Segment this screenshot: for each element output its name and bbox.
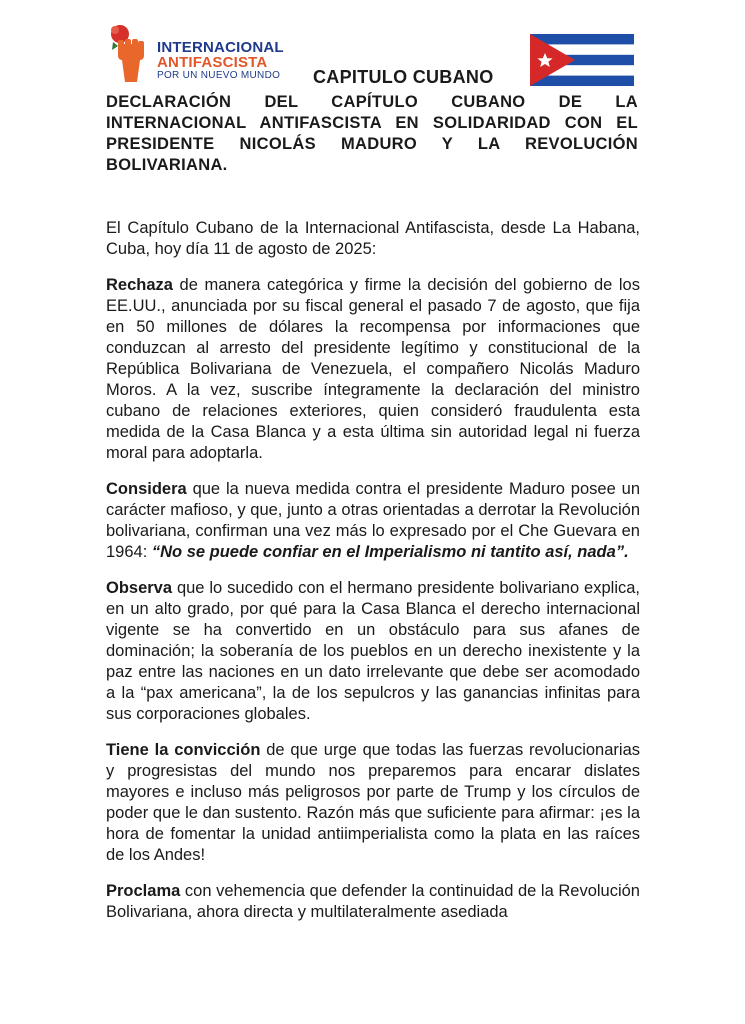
paragraph-text: de que urge que todas las fuerzas revolucionarias y progresistas del mundo nos preparemos para encarar dislates mayores e incluso más peligrosos por parte de Trump y los círculos de poder que le dan sustento. Razón más que suficiente para afirmar: ¡es la hora de fomentar la unidad antiimperialista como la plata en las raíces de los Andes! [106, 741, 640, 864]
logo-wordmark [157, 40, 284, 82]
paragraph-lead: Rechaza [106, 276, 173, 294]
document-header [0, 0, 745, 95]
paragraph-tiene-la-conviccion [106, 740, 640, 866]
chapter-heading: CAPITULO CUBANO [313, 67, 494, 87]
paragraph-rechaza [106, 275, 640, 464]
paragraph-proclama [106, 881, 640, 923]
paragraph-lead: Considera [106, 480, 187, 498]
logo-tagline: POR UN NUEVO MUNDO [157, 70, 281, 81]
che-quote: “No se puede confiar en el Imperialismo ni tantito así, nada”. [151, 543, 629, 561]
paragraph-observa [106, 578, 640, 725]
paragraph-lead: Tiene la convicción [106, 741, 261, 759]
paragraph-text: que la nueva medida contra el presidente Maduro posee un carácter mafioso, y que, junto a otras orientadas a derrotar la Revolución bolivariana, confirman una vez más lo expresado por el Che Guevara en 1964: [106, 480, 640, 561]
intro-paragraph: El Capítulo Cubano de la Internacional Antifascista, desde La Habana, Cuba, hoy día 11 de agosto de 2025: [106, 219, 640, 258]
cuban-flag-icon [530, 34, 634, 86]
paragraph-lead: Observa [106, 579, 173, 597]
raised-fist-rose-icon [104, 22, 154, 84]
logo-line-internacional: INTERNACIONAL [157, 39, 284, 56]
logo-line-antifascista: ANTIFASCISTA [157, 54, 268, 71]
paragraph-text: que lo sucedido con el hermano presidente bolivariano explica, en un alto grado, por qué para la Casa Blanca el derecho internacional vigente se ha convertido en un obstáculo para sus afanes de dominación; la soberanía de los pueblos en un derecho inexistente y la paz entre las naciones en un dato irrelevante que debe ser acomodado a la “pax americana”, la de los sepulcros y las ganancias infinitas para sus corporaciones globales. [106, 579, 640, 723]
paragraph-text: de manera categórica y firme la decisión del gobierno de los EE.UU., anunciada por su fiscal general el pasado 7 de agosto, que fija en 50 millones de dólares la recompensa por informaciones que conduzcan al arresto del presidente legítimo y constitucional de la República Bolivariana de Venezuela, el compañero Nicolás Maduro Moros. A la vez, suscribe íntegramente la declaración del ministro cubano de relaciones exteriores, quien consideró fraudulenta esta medida de la Casa Blanca y a esta última sin autoridad legal ni fuerza moral para adoptarla. [106, 276, 640, 462]
paragraph-considera [106, 479, 640, 563]
paragraph-lead: Proclama [106, 882, 181, 900]
declaration-title: DECLARACIÓN DEL CAPÍTULO CUBANO DE LA INTERNACIONAL ANTIFASCISTA EN SOLIDARIDAD CON EL PRESIDENTE NICOLÁS MADURO Y LA REVOLUCIÓN BOLIVARIANA. [106, 93, 638, 174]
document-body [106, 218, 640, 938]
paragraph-text: con vehemencia que defender la continuidad de la Revolución Bolivariana, ahora directa y multilateralmente asediada [106, 882, 640, 921]
